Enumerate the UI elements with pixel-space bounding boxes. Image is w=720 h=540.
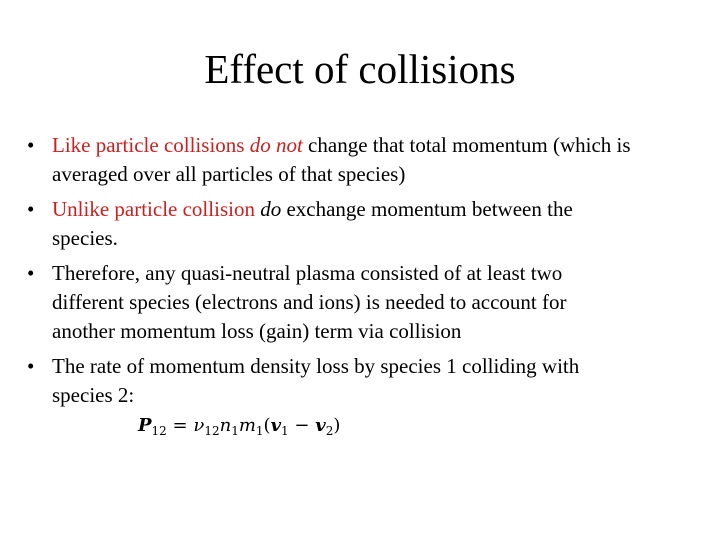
bullet-item-momentum-rate <box>24 352 720 410</box>
bullet-item-like-particle <box>24 131 720 189</box>
bullet-item-unlike-particle <box>24 195 720 253</box>
highlighted-phrase: Like particle collisions <box>52 133 250 157</box>
bullet-line: The rate of momentum density loss by species 1 colliding with <box>52 354 580 378</box>
emphasis-phrase: do not <box>249 133 303 157</box>
highlighted-phrase: Unlike particle collision <box>52 197 261 221</box>
bullet-dot-icon: • <box>27 354 35 378</box>
bullet-text: change that total momentum (which is <box>302 133 631 157</box>
momentum-loss-formula: $P_{12} = \nu_{12}n_1m_1(v_1 - v_2)$ <box>138 415 341 438</box>
bullet-dot-icon: • <box>27 197 35 221</box>
bullet-item-quasi-neutral <box>24 259 720 346</box>
bullet-list <box>24 131 720 416</box>
bullet-line: averaged over all particles of that species) <box>52 162 406 186</box>
bullet-dot-icon: • <box>27 133 35 157</box>
bullet-line: species 2: <box>52 383 135 407</box>
bullet-line: different species (electrons and ions) is needed to account for <box>52 290 567 314</box>
bullet-line <box>52 131 720 160</box>
bullet-line: Therefore, any quasi-neutral plasma consisted of at least two <box>52 261 563 285</box>
bullet-line: another momentum loss (gain) term via collision <box>52 319 462 343</box>
bullet-line: species. <box>52 226 118 250</box>
slide-title: Effect of collisions <box>204 46 516 92</box>
emphasis-phrase: do <box>260 197 282 221</box>
bullet-line <box>52 195 720 224</box>
bullet-dot-icon: • <box>27 261 35 285</box>
bullet-text: exchange momentum between the <box>281 197 573 221</box>
